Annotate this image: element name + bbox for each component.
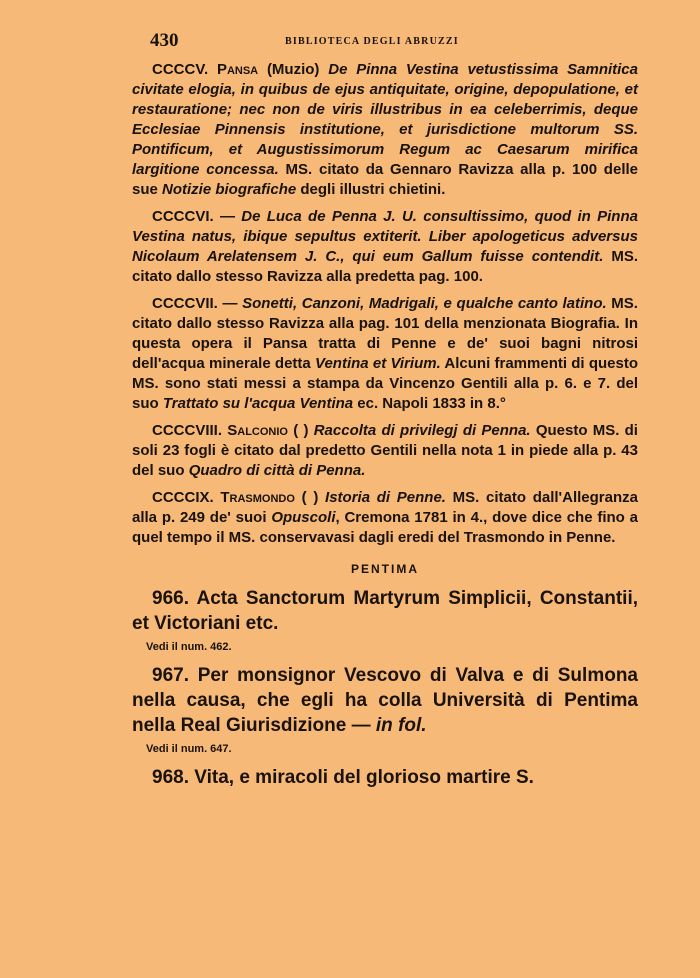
entry-number: CCCCIX. [152, 489, 214, 506]
entry-text: — [213, 208, 242, 225]
page-number: 430 [150, 30, 179, 51]
cross-reference: Vedi il num. 462. [146, 641, 232, 653]
catalog-entry-number: 966. [152, 588, 189, 609]
italic-title-text: Quadro di città di Penna. [188, 462, 366, 479]
italic-title-text: De Luca de Penna J. U. consultissimo, quod in Pinna Vestina natus, ibique sepultus extiterit. Liber apologeticus adversus Nicolaum Arelatensem J. C., qui eum Gallum fuisse contendit. [132, 208, 638, 265]
entry-number: CCCCVII. [152, 295, 218, 312]
entry-text: ( ) [294, 489, 326, 506]
entry-author: Trasmondo [220, 489, 295, 506]
entry-text: Per monsignor Vescovo di Valva e di Sulmona nella causa, che egli ha colla Università di Pentima nella Real Giurisdizione — [132, 665, 638, 736]
italic-title-text: Raccolta di privilegj di Penna. [313, 422, 531, 439]
cross-reference: Vedi il num. 647. [146, 743, 232, 755]
running-title: BIBLIOTECA DEGLI ABRUZZI [285, 36, 459, 47]
italic-title-text: Istoria di Penne. [325, 489, 446, 506]
section-title: PENTIMA [351, 562, 419, 576]
manuscript-entry [132, 294, 638, 414]
catalog-entry [132, 663, 638, 738]
entry-author: Pansa [216, 61, 259, 78]
catalog-entry [132, 586, 638, 636]
entry-number: CCCCVIII. [152, 422, 223, 439]
entry-text: MS. citato da Gennaro Ravizza alla p. 100 delle sue [132, 161, 638, 198]
entry-text: ec. Napoli 1833 in 8.° [353, 395, 506, 412]
italic-title-text: Opuscoli [271, 509, 336, 526]
entry-text: degli illustri chietini. [296, 181, 446, 198]
catalog-entry [132, 765, 638, 790]
entry-text: MS. citato dallo stesso Ravizza alla predetta pag. 100. [132, 248, 638, 285]
entry-text: MS. citato dall'Allegranza alla p. 249 de' suoi [132, 489, 638, 526]
page-body [132, 60, 638, 790]
italic-title-text: De Pinna Vestina vetustissima Samnitica civitate elogia, in quibus de ejus antiquitate, origine, depopulatione, et restauratione; nec non de viris illustribus in ea celeberrimis, deque Ecclesiae Pinnensis institutione, et jurisdictione multorum SS. Pontificum, et Augustissimorum Regum ac Caesarum mirifica largitione concessa. [132, 61, 638, 178]
entry-author: Salconio [227, 422, 288, 439]
entry-text: MS. citato dallo stesso Ravizza alla pag. 101 della menzionata Biografia. In questa opera il Pansa tratta di Penne e de' suoi bagni nitrosi dell'acqua minerale detta [132, 295, 638, 372]
italic-title-text: Ventina et Virium. [315, 355, 441, 372]
manuscript-entry [132, 60, 638, 200]
entry-text: Vita, e miracoli del glorioso martire S. [188, 767, 534, 788]
italic-title-text: Notizie biografiche [162, 181, 297, 198]
italic-title-text: in fol. [375, 715, 427, 736]
entry-text: Questo MS. di soli 23 fogli è citato dal predetto Gentili nella nota 1 in piede alla p. 43 del suo [132, 422, 638, 479]
catalog-entry-number: 967. [152, 665, 189, 686]
entry-text: (Muzio) [258, 61, 329, 78]
manuscript-entry [132, 207, 638, 287]
catalog-entries [132, 586, 638, 790]
italic-title-text: Sonetti, Canzoni, Madrigali, e qualche canto latino. [242, 295, 607, 312]
entry-text: , Cremona 1781 in 4., dove dice che fino a quel tempo il MS. conservavasi dagli eredi del Trasmondo in Penne. [132, 509, 638, 546]
catalog-entry-number: 968. [152, 767, 189, 788]
manuscript-entry [132, 488, 638, 548]
manuscript-entry [132, 421, 638, 481]
page-header [150, 30, 650, 56]
italic-title-text: Trattato su l'acqua Ventina [162, 395, 354, 412]
entry-number: CCCCVI. [152, 208, 214, 225]
entry-text: ( ) [288, 422, 314, 439]
manuscript-entries [132, 60, 638, 548]
entry-text: — [217, 295, 243, 312]
entry-text: Acta Sanctorum Martyrum Simplicii, Constantii, et Victoriani etc. [132, 588, 638, 634]
entry-text: Alcuni frammenti di questo MS. sono stati messi a stampa da Vincenzo Gentili alla p. 6. e 7. del suo [132, 355, 638, 412]
entry-number: CCCCV. [152, 61, 209, 78]
